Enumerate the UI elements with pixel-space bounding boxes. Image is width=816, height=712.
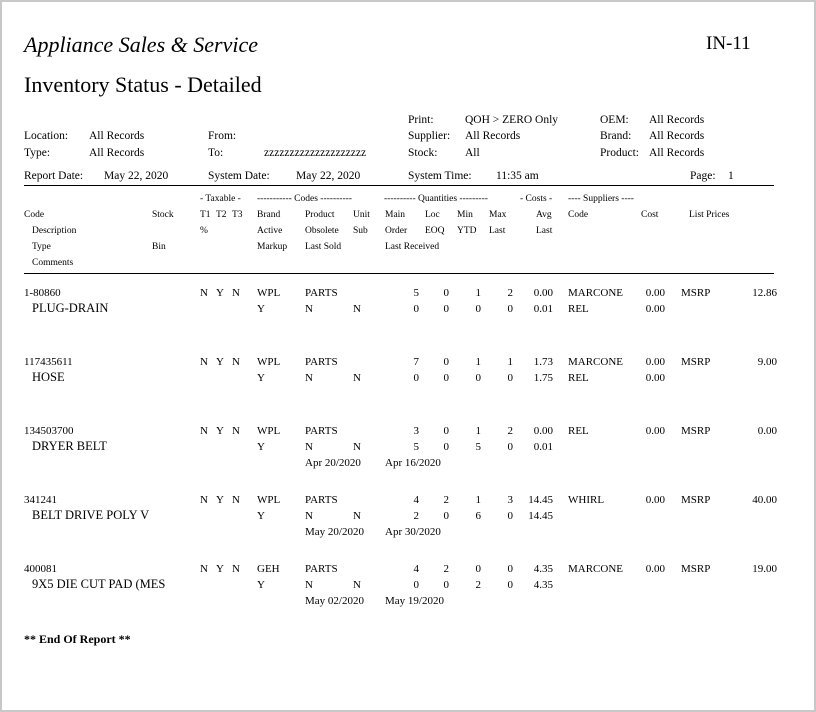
item-sub: N — [353, 372, 361, 384]
company-name: Appliance Sales & Service — [24, 32, 258, 57]
item-t3: N — [232, 287, 240, 299]
item-product: PARTS — [305, 356, 338, 368]
item-sup1-cost: 0.00 — [645, 356, 665, 368]
item-t3: N — [232, 494, 240, 506]
product-value: All Records — [649, 147, 705, 159]
hdr-unit: Unit — [353, 210, 370, 220]
item-max: 0 — [507, 563, 513, 575]
item-max: 3 — [507, 494, 513, 506]
hdr-main: Main — [385, 210, 406, 220]
item-brand: WPL — [257, 287, 281, 299]
item-code: 1-80860 — [24, 287, 61, 299]
item-sup1: MARCONE — [568, 563, 624, 575]
item-code: 134503700 — [24, 425, 74, 437]
item-brand: WPL — [257, 356, 281, 368]
item-last-sold: May 20/2020 — [305, 526, 364, 538]
item-min: 1 — [475, 425, 481, 437]
product-label: Product: — [600, 147, 639, 159]
item-main: 4 — [413, 563, 419, 575]
supplier-value: All Records — [465, 130, 521, 142]
item-eoq: 0 — [443, 510, 449, 522]
item-sup1: MARCONE — [568, 287, 624, 299]
item-order: 0 — [413, 372, 419, 384]
item-last-cost: 0.01 — [533, 303, 553, 315]
hdr-min: Min — [457, 210, 473, 220]
report-code: IN-11 — [706, 33, 751, 54]
item-last-sold: May 02/2020 — [305, 595, 364, 607]
item-t1: N — [200, 425, 208, 437]
system-date-label: System Date: — [208, 170, 270, 182]
item-sup1: REL — [568, 425, 589, 437]
from-label: From: — [208, 130, 237, 142]
item-sup2-cost: 0.00 — [645, 372, 665, 384]
hdr-last: Last — [489, 226, 506, 236]
item-max: 1 — [507, 356, 513, 368]
item-min: 1 — [475, 356, 481, 368]
item-order: 0 — [413, 579, 419, 591]
end-of-report: ** End Of Report ** — [24, 632, 131, 646]
hdr-t2: T2 — [216, 210, 227, 220]
hdr-markup: Markup — [257, 242, 288, 252]
report-title: Inventory Status - Detailed — [24, 72, 262, 97]
hdr-avg: Avg — [536, 210, 552, 220]
item-last-cost: 1.75 — [533, 372, 553, 384]
type-value: All Records — [89, 147, 145, 159]
oem-label: OEM: — [600, 114, 629, 126]
item-price-label: MSRP — [681, 287, 711, 299]
to-label: To: — [208, 147, 224, 159]
hdr-code: Code — [24, 210, 45, 220]
item-obsolete: N — [305, 441, 313, 453]
item-t2: Y — [216, 425, 224, 437]
hdr-order: Order — [385, 226, 408, 236]
item-last-received: May 19/2020 — [385, 595, 444, 607]
item-sup1: WHIRL — [568, 494, 605, 506]
hdr-brand: Brand — [257, 210, 281, 220]
item-last-received: Apr 16/2020 — [385, 457, 441, 469]
print-value: QOH > ZERO Only — [465, 114, 559, 126]
type-label: Type: — [24, 147, 51, 159]
hdr-comments: Comments — [32, 258, 74, 268]
item-last-sold: Apr 20/2020 — [305, 457, 361, 469]
item-code: 341241 — [24, 494, 57, 506]
item-avg: 14.45 — [528, 494, 553, 506]
hdr-last-received: Last Received — [385, 242, 440, 252]
hdr-costs: - Costs - — [520, 194, 553, 204]
item-desc: BELT DRIVE POLY V — [32, 508, 150, 522]
hdr-eoq: EOQ — [425, 226, 445, 236]
hdr-product: Product — [305, 210, 335, 220]
item-max: 2 — [507, 425, 513, 437]
item-t3: N — [232, 425, 240, 437]
item-avg: 1.73 — [533, 356, 553, 368]
print-label: Print: — [408, 114, 434, 126]
item-brand: GEH — [257, 563, 280, 575]
item-main: 5 — [413, 287, 419, 299]
item-sup2-cost: 0.00 — [645, 303, 665, 315]
item-loc: 0 — [443, 425, 449, 437]
item-active: Y — [257, 303, 265, 315]
item-sup1-cost: 0.00 — [645, 425, 665, 437]
item-eoq: 0 — [443, 372, 449, 384]
item-price-label: MSRP — [681, 494, 711, 506]
hdr-list-prices: List Prices — [689, 210, 730, 220]
item-active: Y — [257, 441, 265, 453]
item-min: 0 — [475, 563, 481, 575]
item-desc: 9X5 DIE CUT PAD (MES — [32, 577, 166, 591]
hdr-type: Type — [32, 242, 51, 252]
item-loc: 0 — [443, 287, 449, 299]
item-last-cost: 4.35 — [533, 579, 553, 591]
item-t3: N — [232, 356, 240, 368]
hdr-codes: ----------- Codes ---------- — [257, 194, 352, 204]
item-ytd: 0 — [475, 372, 481, 384]
hdr-bin: Bin — [152, 242, 166, 252]
item-t2: Y — [216, 356, 224, 368]
hdr-taxable: - Taxable - — [200, 194, 241, 204]
item-sub: N — [353, 579, 361, 591]
hdr-quantities: ---------- Quantities --------- — [384, 194, 488, 204]
system-time-label: System Time: — [408, 170, 472, 182]
report-date: May 22, 2020 — [104, 170, 169, 182]
item-last: 0 — [507, 579, 513, 591]
item-loc: 0 — [443, 356, 449, 368]
item-order: 0 — [413, 303, 419, 315]
item-code: 117435611 — [24, 356, 73, 368]
item-t1: N — [200, 494, 208, 506]
item-ytd: 5 — [475, 441, 481, 453]
item-price-label: MSRP — [681, 356, 711, 368]
item-product: PARTS — [305, 287, 338, 299]
item-code: 400081 — [24, 563, 57, 575]
hdr-last-cost: Last — [536, 226, 553, 236]
item-obsolete: N — [305, 510, 313, 522]
item-main: 7 — [413, 356, 419, 368]
hdr-active: Active — [257, 226, 283, 236]
location-label: Location: — [24, 130, 69, 142]
item-loc: 2 — [443, 494, 449, 506]
item-price: 9.00 — [757, 356, 777, 368]
item-product: PARTS — [305, 563, 338, 575]
item-t3: N — [232, 563, 240, 575]
hdr-obsolete: Obsolete — [305, 226, 339, 236]
oem-value: All Records — [649, 114, 705, 126]
item-min: 1 — [475, 287, 481, 299]
item-active: Y — [257, 510, 265, 522]
item-desc: HOSE — [32, 370, 65, 384]
item-t1: N — [200, 356, 208, 368]
item-sup1-cost: 0.00 — [645, 287, 665, 299]
item-max: 2 — [507, 287, 513, 299]
item-sup2: REL — [568, 372, 589, 384]
item-brand: WPL — [257, 494, 281, 506]
hdr-loc: Loc — [425, 210, 440, 220]
location-value: All Records — [89, 130, 145, 142]
item-t1: N — [200, 563, 208, 575]
item-sup1-cost: 0.00 — [645, 494, 665, 506]
item-sub: N — [353, 510, 361, 522]
supplier-label: Supplier: — [408, 130, 451, 142]
item-price: 19.00 — [752, 563, 777, 575]
item-t2: Y — [216, 287, 224, 299]
header-rule — [24, 185, 774, 186]
brand-value: All Records — [649, 130, 705, 142]
item-price: 0.00 — [757, 425, 777, 437]
item-active: Y — [257, 579, 265, 591]
item-avg: 0.00 — [533, 425, 553, 437]
stock-value: All — [465, 147, 480, 159]
hdr-suppliers: ---- Suppliers ---- — [568, 194, 634, 204]
item-t2: Y — [216, 563, 224, 575]
item-sup1-cost: 0.00 — [645, 563, 665, 575]
hdr-last-sold: Last Sold — [305, 242, 342, 252]
item-order: 2 — [413, 510, 419, 522]
item-main: 4 — [413, 494, 419, 506]
item-last: 0 — [507, 441, 513, 453]
item-product: PARTS — [305, 425, 338, 437]
item-eoq: 0 — [443, 441, 449, 453]
brand-label: Brand: — [600, 130, 632, 142]
item-t2: Y — [216, 494, 224, 506]
item-main: 3 — [413, 425, 419, 437]
item-min: 1 — [475, 494, 481, 506]
hdr-cost: Cost — [641, 210, 659, 220]
item-price-label: MSRP — [681, 563, 711, 575]
hdr-max: Max — [489, 210, 507, 220]
item-last-cost: 0.01 — [533, 441, 553, 453]
hdr-description: Description — [32, 226, 77, 236]
item-sub: N — [353, 441, 361, 453]
item-last: 0 — [507, 372, 513, 384]
item-ytd: 6 — [475, 510, 481, 522]
stock-label: Stock: — [408, 147, 438, 159]
report-date-label: Report Date: — [24, 170, 84, 182]
item-t1: N — [200, 287, 208, 299]
to-value: zzzzzzzzzzzzzzzzzzzz — [264, 147, 367, 159]
item-avg: 4.35 — [533, 563, 553, 575]
column-header-rule — [24, 273, 774, 274]
item-active: Y — [257, 372, 265, 384]
item-eoq: 0 — [443, 303, 449, 315]
item-sub: N — [353, 303, 361, 315]
item-loc: 2 — [443, 563, 449, 575]
item-price: 12.86 — [752, 287, 777, 299]
hdr-sub: Sub — [353, 226, 368, 236]
hdr-percent: % — [200, 226, 208, 236]
item-avg: 0.00 — [533, 287, 553, 299]
item-last: 0 — [507, 303, 513, 315]
item-price: 40.00 — [752, 494, 777, 506]
item-sup1: MARCONE — [568, 356, 624, 368]
page-number: 1 — [728, 170, 734, 182]
item-obsolete: N — [305, 579, 313, 591]
page-label: Page: — [690, 170, 716, 182]
system-date: May 22, 2020 — [296, 170, 361, 182]
item-ytd: 0 — [475, 303, 481, 315]
hdr-stock: Stock — [152, 210, 174, 220]
hdr-t1: T1 — [200, 210, 211, 220]
item-obsolete: N — [305, 303, 313, 315]
item-product: PARTS — [305, 494, 338, 506]
item-desc: DRYER BELT — [32, 439, 107, 453]
hdr-supplier-code: Code — [568, 210, 589, 220]
item-last: 0 — [507, 510, 513, 522]
item-last-cost: 14.45 — [528, 510, 553, 522]
item-brand: WPL — [257, 425, 281, 437]
item-ytd: 2 — [475, 579, 481, 591]
item-obsolete: N — [305, 372, 313, 384]
item-order: 5 — [413, 441, 419, 453]
item-last-received: Apr 30/2020 — [385, 526, 441, 538]
hdr-t3: T3 — [232, 210, 243, 220]
system-time: 11:35 am — [496, 170, 539, 182]
item-sup2: REL — [568, 303, 589, 315]
hdr-ytd: YTD — [457, 226, 477, 236]
item-price-label: MSRP — [681, 425, 711, 437]
item-desc: PLUG-DRAIN — [32, 301, 109, 315]
item-eoq: 0 — [443, 579, 449, 591]
